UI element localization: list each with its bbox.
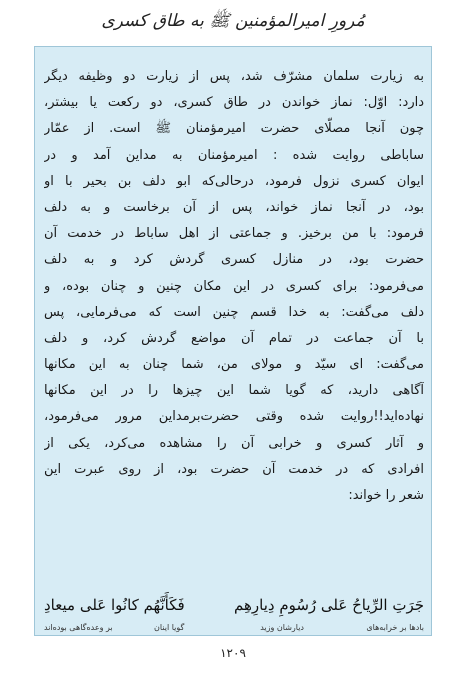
body-line: آگاهی دارید، که گویا شما این چیزها را در این مکانها [44, 383, 424, 399]
body-line: حضرت بود، در منازل کسری گردش کرد و به دلف [44, 252, 424, 268]
body-line: نهاده‌اید!!روایت شده وقتی حضرت‌برمداین مرور می‌فرمود، [44, 409, 424, 425]
body-line: چون آنجا مصلّای حضرت امیرمؤمنان ﷺ است. از عمّار [44, 121, 424, 137]
translation-part: بادها بر خرابه‌های [366, 623, 424, 632]
body-line: ایوان کسری نزول فرمود، درحالی‌که ابو دلف بن بحیر با او [44, 173, 424, 189]
body-line: می‌گفت: ای سیّد و مولای من، شما چنان به این مکانها [44, 357, 424, 373]
body-line: دلف می‌گفت: به خدا قسم چنین است که می‌فرمایی، پس [44, 304, 424, 320]
body-line: افرادی که در خدمت آن حضرت بود، از روی عبرت این [44, 461, 424, 477]
body-line: بود، در آنجا نماز خواند، پس از آن برخاست و به دلف [44, 199, 424, 215]
verse-right-hemistich: جَرَتِ الرِّیاحُ عَلی رُسُومِ دِیارِهِم [233, 596, 424, 614]
page-header [0, 4, 466, 38]
body-text [44, 64, 424, 509]
body-line: می‌فرمود: برای کسری در این مکان چنین و چنان بوده، و [44, 278, 424, 294]
body-line: به زیارت سلمان مشرّف شد، پس از زیارت دو وظیفه دیگر [44, 69, 424, 84]
body-line: دارد: اوّل: نماز خواندن در طاق کسری، دو رکعت یا بیشتر، [44, 95, 424, 111]
verse-translation [44, 621, 424, 635]
poem-verse [44, 590, 424, 620]
body-line: ساباطی روایت شده : امیرمؤمنان به مداین آمد و در [44, 147, 424, 163]
body-line: فرمود: با من برخیز. و جماعتی از اهل ساباط در خدمت آن [44, 226, 424, 242]
header-title: مُرورِ امیرالمؤمنین ﷺ به طاق کسری [101, 11, 365, 31]
body-line: با آن جماعت در تمام آن مواضع گردش کرد، و دلف [44, 330, 424, 346]
verse-left-hemistich: فَکَأَنَّهُم کانُوا عَلی میعادِ [44, 596, 185, 614]
body-line: و آثار کسری و خرابی آن را مشاهده می‌کرد، یکی از [44, 435, 424, 451]
page-number: ۱۲۰۹ [220, 646, 246, 660]
translation-part: دیارشان وزید [260, 623, 304, 632]
translation-part: گویا اینان [154, 623, 185, 632]
body-line: شعر را خواند: [348, 488, 424, 503]
translation-part: بر وعده‌گاهی بوده‌اند [44, 623, 113, 632]
